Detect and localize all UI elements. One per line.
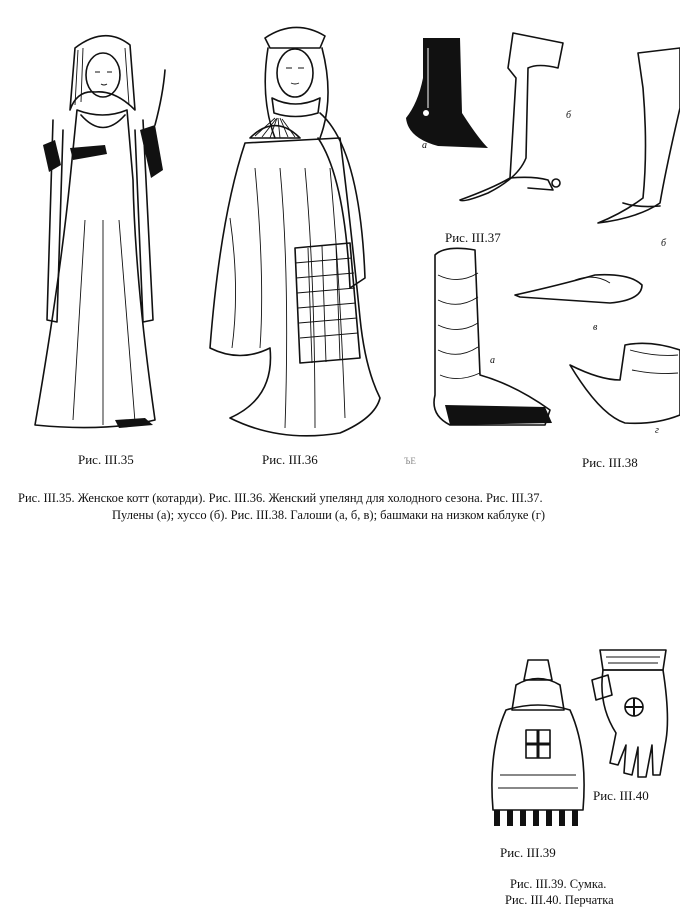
fig38-letter-v: в [593, 322, 598, 333]
figure-label-iii-39: Рис. III.39 [500, 845, 556, 860]
figure-label-iii-38: Рис. III.38 [582, 455, 638, 470]
figure-label-iii-40: Рис. III.40 [593, 788, 649, 803]
caption-secondary-line-1: Рис. III.39. Сумка. [510, 877, 607, 891]
fig37-letter-a: а [422, 140, 427, 151]
figure-iii-35-illustration [15, 20, 175, 435]
figure-iii-40-illustration [588, 645, 673, 780]
figure-label-iii-35: Рис. III.35 [78, 452, 134, 467]
stray-mark: ЪЕ [404, 456, 416, 466]
caption-main-line-2: Пулены (а); хуссо (б). Рис. III.38. Галоши (а, б, в); башмаки на низком каблуке (г) [112, 508, 545, 522]
caption-main-line-1: Рис. III.35. Женское котт (котарди). Рис. III.36. Женский упелянд для холодного сезона. Рис. III.37. [18, 491, 543, 505]
figure-iii-38-illustration [420, 245, 680, 440]
fig38-letter-g: г [655, 425, 659, 436]
figure-label-iii-36: Рис. III.36 [262, 452, 318, 467]
figure-iii-36-illustration [200, 18, 390, 448]
fig38-letter-a: а [490, 355, 495, 366]
figure-label-iii-37: Рис. III.37 [445, 230, 501, 245]
fig37-letter-b-second: б [661, 238, 667, 249]
fig37-letter-b: б [566, 110, 572, 121]
figure-iii-39-illustration [488, 650, 588, 835]
caption-secondary-line-2: Рис. III.40. Перчатка [505, 893, 614, 907]
figure-iii-37-illustration [398, 18, 680, 233]
